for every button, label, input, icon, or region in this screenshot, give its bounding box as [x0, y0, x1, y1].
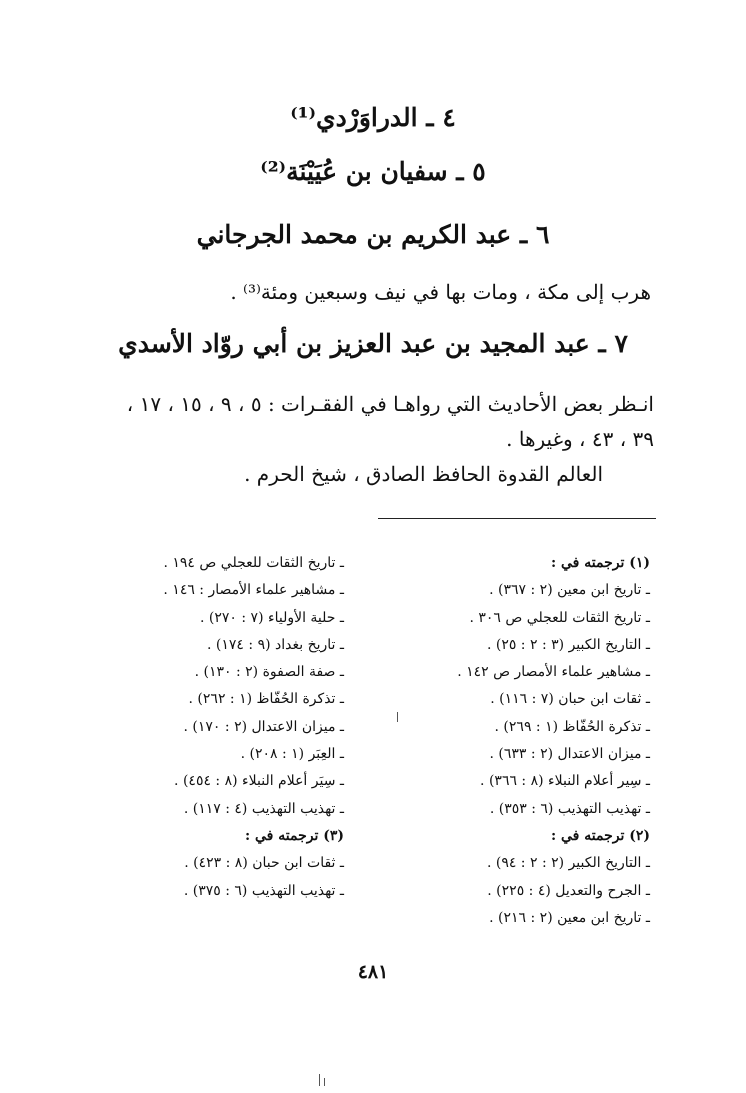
section-heading-7: ٧ ـ عبد المجيد بن عبد العزيز بن أبي روّاد الأسدي: [118, 329, 628, 358]
section-heading-6: ٦ ـ عبد الكريم بن محمد الجرجاني: [196, 220, 550, 249]
footnotes-right-column: [390, 550, 650, 932]
footnote-line: ـ تاريخ بغداد (٩ : ١٧٤) .: [207, 636, 344, 653]
footnote-line: ـ مشاهير علماء الأمصار ص ١٤٢ .: [457, 664, 650, 681]
body-text-line: ٣٩ ، ٤٣ ، وغيرها .: [506, 427, 654, 451]
footnote-line: ـ التاريخ الكبير (٢ : ٢ : ٩٤) .: [486, 855, 650, 872]
footnote-line: ـ التاريخ الكبير (٣ : ٢ : ٢٥) .: [486, 636, 650, 653]
footnote-line: ـ تذكرة الحُفّاظ (١ : ٢٦٩) .: [494, 718, 650, 735]
page-number: ٤٨١: [357, 961, 389, 983]
footnote-line: (١) ترجمته في :: [550, 555, 650, 571]
body-text-line: هرب إلى مكة ، ومات بها في نيف وسبعين ومئة⁽³⁾ .: [230, 280, 651, 304]
footnote-line: (٣) ترجمته في :: [244, 827, 344, 844]
footnotes-left-column: [84, 550, 344, 905]
footnote-line: ـ تاريخ ابن معين (٢ : ٢١٦) .: [489, 909, 650, 926]
footnote-line: ـ العِبَر (١ : ٢٠٨) .: [240, 746, 344, 763]
body-text-line: انـظر بعض الأحاديث التي رواهـا في الفقـرات : ٥ ، ٩ ، ١٥ ، ١٧ ،: [126, 392, 654, 416]
footnote-line: ـ صفة الصفوة (٢ : ١٣٠) .: [194, 664, 344, 681]
footnote-line: ـ مشاهير علماء الأمصار : ١٤٦ .: [163, 582, 344, 599]
scan-speck: [319, 1074, 320, 1086]
footnote-line: ـ سِيَر أعلام النبلاء (٨ : ٤٥٤) .: [174, 773, 344, 790]
footnote-line: ـ ميزان الاعتدال (٢ : ١٧٠) .: [183, 718, 344, 735]
footnote-line: ـ تاريخ ابن معين (٢ : ٣٦٧) .: [489, 582, 650, 599]
footnote-line: ـ تاريخ الثقات للعجلي ص ١٩٤ .: [163, 555, 344, 571]
footnote-line: ـ سِير أعلام النبلاء (٨ : ٣٦٦) .: [480, 773, 650, 790]
footnote-line: ـ تهذيب التهذيب (٦ : ٣٧٥) .: [183, 882, 344, 899]
footnote-line: ـ ميزان الاعتدال (٢ : ٦٣٣) .: [489, 746, 650, 763]
scan-speck: [324, 1078, 325, 1086]
section-heading-5: ٥ ـ سفيان بن عُيَيْنَة⁽²⁾: [260, 157, 486, 186]
footnote-line: ـ تذكرة الحُفّاظ (١ : ٢٦٢) .: [188, 691, 344, 708]
footnote-line: ـ تهذيب التهذيب (٤ : ١١٧) .: [183, 800, 344, 817]
footnote-line: ـ تهذيب التهذيب (٦ : ٣٥٣) .: [489, 800, 650, 817]
footnote-line: ـ تاريخ الثقات للعجلي ص ٣٠٦ .: [469, 609, 650, 626]
section-heading-4: ٤ ـ الدراوَرْدي⁽¹⁾: [290, 103, 456, 132]
footnote-line: (٢) ترجمته في :: [550, 827, 650, 844]
footnote-line: ـ حلية الأولياء (٧ : ٢٧٠) .: [199, 609, 344, 626]
footnote-line: ـ ثقات ابن حبان (٨ : ٤٢٣) .: [184, 855, 344, 872]
footnote-separator: [378, 518, 656, 519]
scan-speck: [397, 712, 398, 722]
footnote-line: ـ الجرح والتعديل (٤ : ٢٢٥) .: [487, 882, 650, 899]
footnote-line: ـ ثقات ابن حبان (٧ : ١١٦) .: [490, 691, 650, 708]
body-text-line: العالم القدوة الحافظ الصادق ، شيخ الحرم .: [244, 462, 603, 486]
